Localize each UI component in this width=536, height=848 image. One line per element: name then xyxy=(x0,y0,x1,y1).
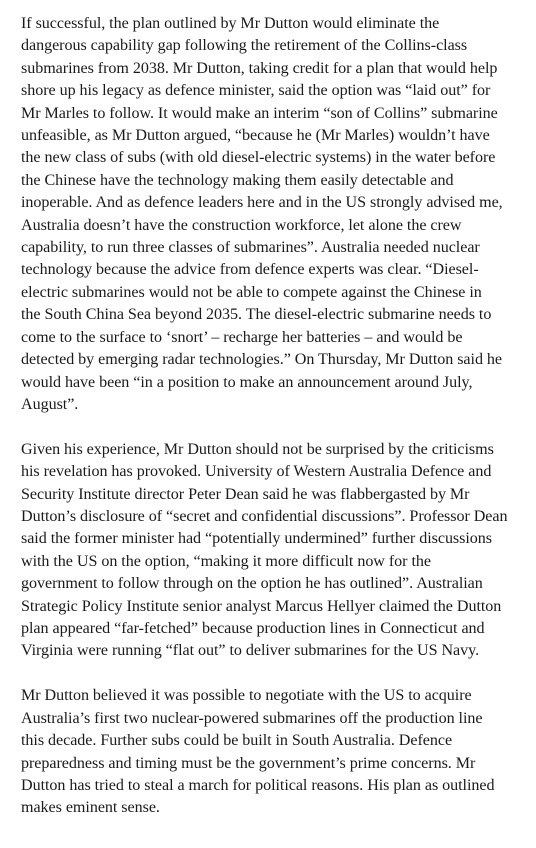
article-body xyxy=(21,13,521,842)
paragraph-3: Mr Dutton believed it was possible to negotiate with the US to acquire Australia’s first two nuclear-powered submarines off the production line this decade. Further subs could be built in South Australia. Defence preparedness and timing must be the government’s prime concerns. Mr Dutton has tried to steal a march for political reasons. His plan as outlined makes eminent sense. xyxy=(21,687,495,817)
paragraph-2: Given his experience, Mr Dutton should not be surprised by the criticisms his revelation has provoked. University of Western Australia Defence and Security Institute director Peter Dean said he was flabbergasted by Mr Dutton’s disclosure of “secret and confidential discussions”. Professor Dean said the former minister had “potentially undermined” further discussions with the US on the option, “making it more difficult now for the government to follow through on the option he has outlined”. Australian Strategic Policy Institute senior analyst Marcus Hellyer claimed the Dutton plan appeared “far-fetched” because production lines in Connecticut and Virginia were running “flat out” to deliver submarines for the US Navy. xyxy=(21,440,508,660)
paragraph-1: If successful, the plan outlined by Mr Dutton would eliminate the dangerous capability gap following the retirement of the Collins-class submarines from 2038. Mr Dutton, taking credit for a plan that would help shore up his legacy as defence minister, said the option was “laid out” for Mr Marles to follow. It would make an interim “son of Collins” submarine unfeasible, as Mr Dutton argued, “because he (Mr Marles) wouldn’t have the new class of subs (with old diesel-electric systems) in the water before the Chinese have the technology making them easily detectable and inoperable. And as defence leaders here and in the US strongly advised me, Australia doesn’t have the construction workforce, let alone the crew capability, to run three classes of submarines”. Australia needed nuclear technology because the advice from defence experts was clear. “Diesel- electric submarines would not be able to compete against the Chinese in the South China Sea beyond 2035. The diesel-electric submarine needs to come to the surface to ‘snort’ – recharge her batteries – and would be detected by emerging radar technologies.” On Thursday, Mr Dutton said he would have been “in a position to make an announcement around July, August”. xyxy=(21,15,503,413)
